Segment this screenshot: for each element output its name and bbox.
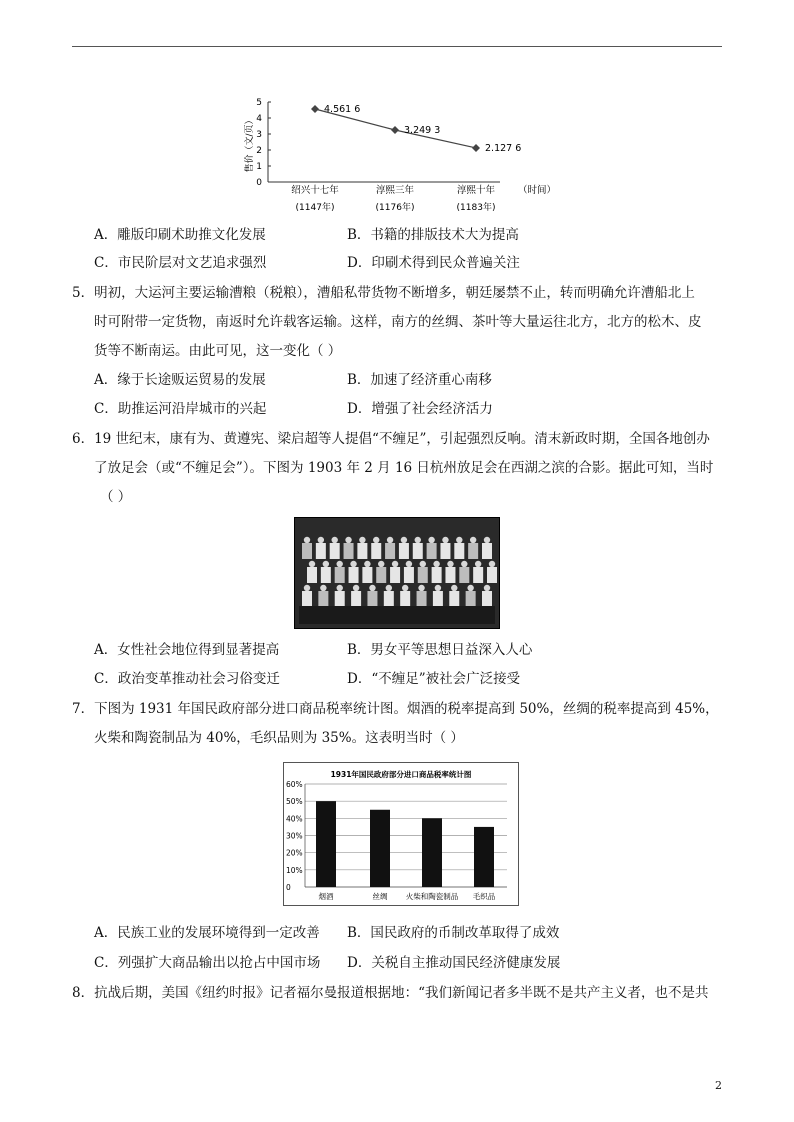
photo-person-body — [440, 543, 450, 559]
q7-option-d: D．关税自主推动国民经济健康发展 — [347, 955, 561, 971]
photo-person-head — [442, 537, 448, 543]
photo-person-body — [390, 567, 400, 583]
photo-person-body — [385, 543, 395, 559]
photo-person-body — [459, 567, 469, 583]
photo-person-body — [413, 543, 423, 559]
q4-xtick-year: (1176年) — [375, 203, 415, 213]
photo-person-head — [415, 537, 421, 543]
photo-person-body — [482, 591, 492, 607]
photo-person-head — [406, 561, 412, 567]
q7-stem-line1: 7．下图为 1931 年国民政府部分进口商品税率统计图。烟酒的税率提高到 50%，丝绸的税率提高到 45%， — [72, 701, 719, 717]
q6-option-a: A．女性社会地位得到显著提高 — [94, 642, 280, 658]
photo-person-head — [331, 537, 337, 543]
q6-stem-line3: （ ） — [100, 489, 132, 505]
photo-person-body — [316, 543, 326, 559]
q4-data-label: 2.127 6 — [485, 142, 522, 154]
q4-xtick-label: 淳熙三年 — [375, 185, 415, 196]
photo-person-head — [386, 585, 392, 591]
photo-person-head — [359, 537, 365, 543]
q4-option-d: D．印刷术得到民众普遍关注 — [347, 255, 520, 271]
q6-option-b: B．男女平等思想日益深入人心 — [347, 642, 533, 658]
photo-person-head — [392, 561, 398, 567]
photo-person-head — [489, 561, 495, 567]
q7-xtick-label: 火柴和陶瓷制品 — [405, 892, 459, 901]
q7-xtick-label: 烟酒 — [318, 892, 334, 901]
group-photo-figures — [295, 518, 499, 628]
photo-person-body — [376, 567, 386, 583]
group-photo — [294, 517, 500, 629]
photo-person-head — [451, 585, 457, 591]
q6-option-c: C．政治变革推动社会习俗变迁 — [94, 671, 280, 687]
q4-data-point — [472, 144, 480, 152]
photo-person-head — [433, 561, 439, 567]
q5-stem-line2: 时可附带一定货物，南返时允许载客运输。这样，南方的丝绸、茶叶等大量运往北方，北方的松木、皮 — [94, 314, 702, 330]
q4-xtick-label: 淳熙十年 — [456, 185, 496, 196]
photo-person-head — [401, 537, 407, 543]
q7-bar — [422, 818, 442, 887]
photo-person-body — [367, 591, 377, 607]
q4-data-label: 3.249 3 — [404, 125, 441, 137]
q4-data-point — [311, 105, 319, 113]
q7-option-c: C．列强扩大商品输出以抢占中国市场 — [94, 955, 321, 971]
photo-person-head — [337, 585, 343, 591]
photo-person-body — [357, 543, 367, 559]
photo-person-head — [418, 585, 424, 591]
photo-person-head — [470, 537, 476, 543]
q4-ytick-label: 4 — [256, 114, 262, 124]
q4-option-c: C．市民阶层对文艺追求强烈 — [94, 255, 267, 271]
q4-chart-ylabel: 售价（文/页） — [245, 115, 255, 173]
header-rule — [72, 46, 722, 47]
photo-person-head — [378, 561, 384, 567]
photo-person-head — [336, 561, 342, 567]
q7-ytick-label: 20% — [286, 848, 303, 858]
photo-person-head — [467, 585, 473, 591]
photo-person-body — [417, 591, 427, 607]
q7-option-b: B．国民政府的币制改革取得了成效 — [347, 925, 560, 941]
photo-person-body — [399, 543, 409, 559]
photo-person-body — [307, 567, 317, 583]
q4-xtick-label: 绍兴十七年 — [291, 185, 339, 196]
q4-ytick-label: 0 — [256, 178, 262, 188]
photo-person-body — [454, 543, 464, 559]
photo-person-body — [449, 591, 459, 607]
photo-person-head — [484, 537, 490, 543]
q4-line-chart — [240, 92, 560, 218]
photo-person-body — [302, 591, 312, 607]
photo-person-body — [371, 543, 381, 559]
photo-person-body — [473, 567, 483, 583]
q8-stem-line1: 8．抗战后期，美国《纽约时报》记者福尔曼报道根据地：“我们新闻记者多半既不是共产主义者，也不是共 — [72, 985, 709, 1001]
q4-option-a: A．雕版印刷术助推文化发展 — [94, 227, 266, 243]
photo-person-head — [320, 585, 326, 591]
photo-person-body — [318, 591, 328, 607]
photo-person-head — [420, 561, 426, 567]
photo-person-body — [349, 567, 359, 583]
q4-ytick-label: 2 — [256, 146, 262, 156]
photo-person-body — [482, 543, 492, 559]
photo-person-head — [387, 537, 393, 543]
q4-xtick-year: (1147年) — [295, 203, 335, 213]
q4-ytick-label: 1 — [256, 162, 262, 172]
photo-person-body — [400, 591, 410, 607]
q4-ytick-label: 3 — [256, 130, 262, 140]
q7-ytick-label: 30% — [286, 831, 303, 841]
photo-person-head — [484, 585, 490, 591]
photo-person-head — [461, 561, 467, 567]
q7-option-a: A．民族工业的发展环境得到一定改善 — [94, 925, 320, 941]
photo-person-body — [404, 567, 414, 583]
q5-option-b: B．加速了经济重心南移 — [347, 372, 492, 388]
photo-person-body — [362, 567, 372, 583]
photo-person-head — [323, 561, 329, 567]
q4-data-point — [391, 126, 399, 134]
photo-person-head — [428, 537, 434, 543]
photo-person-body — [344, 543, 354, 559]
q4-data-label: 4.561 6 — [324, 104, 361, 116]
photo-person-body — [427, 543, 437, 559]
photo-person-head — [318, 537, 324, 543]
q7-ytick-label: 50% — [286, 797, 303, 807]
q6-stem-line1: 6．19 世纪末，康有为、黄遵宪、梁启超等人提倡“不缠足”，引起强烈反响。清末新政时期，全国各地创办 — [72, 431, 710, 447]
photo-person-body — [302, 543, 312, 559]
photo-person-head — [475, 561, 481, 567]
q5-option-a: A．缘于长途贩运贸易的发展 — [94, 372, 266, 388]
q7-ytick-label: 40% — [286, 814, 303, 824]
photo-person-body — [487, 567, 497, 583]
photo-person-body — [445, 567, 455, 583]
q7-ytick-label: 0 — [286, 883, 291, 892]
photo-person-body — [433, 591, 443, 607]
photo-person-body — [335, 591, 345, 607]
photo-person-head — [435, 585, 441, 591]
photo-person-head — [447, 561, 453, 567]
photo-person-body — [335, 567, 345, 583]
photo-person-body — [418, 567, 428, 583]
q4-chart-xlabel: （时间） — [518, 185, 557, 196]
photo-person-head — [309, 561, 315, 567]
q5-stem-line3: 货等不断南运。由此可见，这一变化（ ） — [94, 343, 342, 359]
q6-stem-line2: 了放足会（或“不缠足会”）。下图为 1903 年 2 月 16 日杭州放足会在西湖之滨的合影。据此可知，当时 — [94, 460, 714, 476]
photo-person-body — [384, 591, 394, 607]
photo-person-head — [373, 537, 379, 543]
q4-xtick-year: (1183年) — [456, 203, 496, 213]
photo-person-body — [466, 591, 476, 607]
page-number: 2 — [715, 1079, 722, 1092]
q7-ytick-label: 10% — [286, 865, 303, 875]
q7-xtick-label: 毛织品 — [472, 892, 496, 901]
q7-bar — [474, 827, 494, 887]
photo-person-head — [304, 537, 310, 543]
q4-option-b: B．书籍的排版技术大为提高 — [347, 227, 519, 243]
q5-option-c: C．助推运河沿岸城市的兴起 — [94, 401, 267, 417]
q7-xtick-label: 丝绸 — [372, 892, 388, 901]
photo-person-head — [364, 561, 370, 567]
q7-bar — [370, 810, 390, 887]
q7-bar — [316, 801, 336, 887]
q7-bar-chart — [283, 762, 519, 906]
q7-chart-title: 1931年国民政府部分进口商品税率统计图 — [330, 770, 472, 779]
q7-ytick-label: 60% — [286, 780, 303, 789]
q7-stem-line2: 火柴和陶瓷制品为 40%，毛织品则为 35%。这表明当时（ ） — [94, 730, 464, 746]
photo-person-body — [432, 567, 442, 583]
photo-person-head — [402, 585, 408, 591]
photo-person-body — [351, 591, 361, 607]
q4-ytick-label: 5 — [256, 98, 262, 108]
photo-person-head — [369, 585, 375, 591]
photo-person-body — [321, 567, 331, 583]
q5-stem-line1: 5．明初，大运河主要运输漕粮（税粮），漕船私带货物不断增多，朝廷屡禁不止，转而明确允许漕船北上 — [72, 285, 695, 301]
photo-person-body — [330, 543, 340, 559]
photo-person-head — [353, 585, 359, 591]
photo-person-head — [304, 585, 310, 591]
photo-person-head — [456, 537, 462, 543]
photo-person-head — [350, 561, 356, 567]
q6-option-d: D．“不缠足”被社会广泛接受 — [347, 671, 521, 687]
q5-option-d: D．增强了社会经济活力 — [347, 401, 493, 417]
photo-person-head — [345, 537, 351, 543]
photo-person-body — [468, 543, 478, 559]
